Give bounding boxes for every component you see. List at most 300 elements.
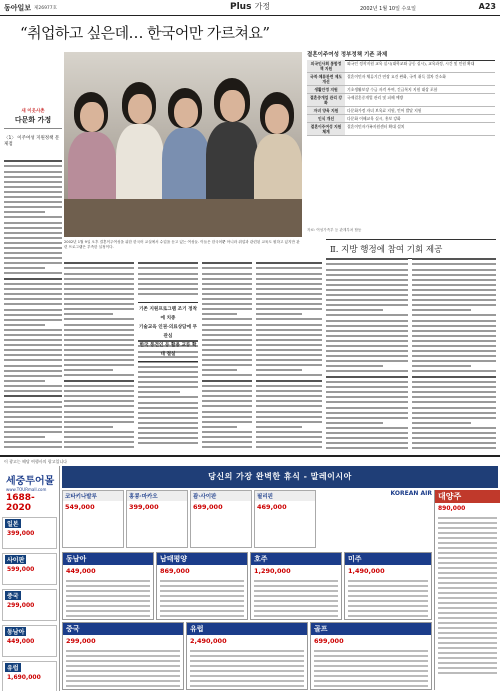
masthead xyxy=(0,0,500,16)
text-line xyxy=(64,374,134,376)
text-line xyxy=(326,381,408,383)
text-line xyxy=(4,171,62,173)
text-line xyxy=(4,426,62,428)
text-line xyxy=(64,354,134,356)
ad-featured-title: 괌·사이판 xyxy=(191,491,251,501)
text-line xyxy=(438,607,497,609)
text-line xyxy=(160,580,244,582)
text-line xyxy=(438,657,497,659)
ad-deal-row[interactable] xyxy=(2,625,57,657)
text-line xyxy=(202,293,252,295)
text-line xyxy=(190,675,304,677)
text-line xyxy=(412,330,496,332)
text-line xyxy=(314,680,428,682)
table-row-value: 기초생활보장 수급 자격 부여, 긴급복지 지원 대상 포함 xyxy=(345,86,495,94)
text-line xyxy=(326,437,408,439)
text-line xyxy=(138,432,198,434)
text-line xyxy=(4,411,62,413)
text-line xyxy=(256,293,322,295)
text-line xyxy=(202,349,252,351)
text-line xyxy=(64,329,134,331)
text-line xyxy=(256,339,322,341)
text-line xyxy=(202,313,237,315)
text-line xyxy=(66,675,180,677)
text-line xyxy=(202,329,252,331)
text-line xyxy=(202,273,252,275)
text-line xyxy=(326,294,408,296)
text-line xyxy=(64,426,113,428)
text-line xyxy=(326,412,408,414)
ad-deal-price: 449,000 xyxy=(7,638,35,645)
text-line xyxy=(4,262,62,264)
body-column-6 xyxy=(326,258,408,452)
text-line xyxy=(64,303,134,305)
text-line xyxy=(412,437,496,439)
text-line xyxy=(256,313,302,315)
airline-logo: KOREAN AIR xyxy=(390,490,432,497)
text-line xyxy=(202,324,252,326)
text-line xyxy=(202,380,252,382)
text-line xyxy=(4,252,62,254)
ad-region-box[interactable] xyxy=(62,552,154,620)
newspaper-logo: 동아일보 xyxy=(4,4,32,12)
text-line xyxy=(138,267,198,269)
text-line xyxy=(138,371,198,373)
text-line xyxy=(202,283,252,285)
text-line xyxy=(202,334,252,336)
text-line xyxy=(438,652,497,654)
ad-deal-row[interactable] xyxy=(2,661,57,691)
series-part: 〈1〉 이주여성 지원정책 문제점 xyxy=(4,136,60,147)
text-line xyxy=(256,436,322,438)
text-line xyxy=(412,314,496,316)
text-line xyxy=(202,416,252,418)
text-line xyxy=(202,405,252,407)
issue-number: 제26977호 xyxy=(34,6,58,11)
text-line xyxy=(160,590,244,592)
text-line xyxy=(326,263,408,265)
text-line xyxy=(202,400,252,402)
text-line xyxy=(254,580,338,582)
text-line xyxy=(4,395,62,397)
text-line xyxy=(4,227,62,229)
text-line xyxy=(4,288,62,290)
text-line xyxy=(138,273,198,275)
text-line xyxy=(64,262,134,264)
text-line xyxy=(326,345,408,347)
text-line xyxy=(314,660,428,662)
ad-brand-column xyxy=(0,466,60,691)
text-line xyxy=(326,279,408,281)
person-body xyxy=(254,134,302,206)
text-line xyxy=(4,349,62,351)
ad-region-price: 869,000 xyxy=(160,567,190,575)
text-line xyxy=(326,274,408,276)
table-row-value: 결혼이민자 체류기간 연장 요건 완화, 국적 취득 절차 간소화 xyxy=(345,73,495,86)
text-line xyxy=(4,365,62,367)
text-line xyxy=(66,580,150,582)
text-line xyxy=(438,542,497,544)
ad-phone-number: 1688-2020 xyxy=(6,493,35,513)
text-line xyxy=(202,288,252,290)
text-line xyxy=(348,610,428,612)
body-column-3 xyxy=(138,262,198,300)
ad-region-name: 미주 xyxy=(345,553,431,565)
ad-region-box[interactable] xyxy=(186,622,308,690)
text-line xyxy=(64,283,134,285)
text-line xyxy=(138,366,198,368)
ad-brand-logo: 세중투어몰 xyxy=(6,476,55,487)
text-line xyxy=(138,262,198,264)
ad-deal-row[interactable] xyxy=(2,589,57,621)
text-line xyxy=(4,421,62,423)
text-line xyxy=(4,344,62,346)
text-line xyxy=(438,537,497,539)
section-subname: 가정 xyxy=(254,2,271,11)
text-line xyxy=(326,407,408,409)
ad-deal-price: 299,000 xyxy=(7,602,35,609)
text-line xyxy=(438,572,497,574)
ad-region-price: 449,000 xyxy=(66,567,96,575)
text-line xyxy=(66,590,150,592)
text-line xyxy=(326,325,408,327)
text-line xyxy=(4,339,62,341)
text-line xyxy=(202,303,252,305)
text-line xyxy=(4,186,62,188)
text-line xyxy=(138,396,198,398)
text-line xyxy=(438,637,497,639)
article-headline: “취업하고 싶은데… 한국어만 가르쳐요” xyxy=(20,24,270,42)
text-line xyxy=(190,660,304,662)
text-line xyxy=(138,427,198,429)
text-line xyxy=(412,350,496,352)
text-line xyxy=(256,385,322,387)
text-line xyxy=(64,441,134,443)
text-line xyxy=(64,298,134,300)
text-line xyxy=(438,517,497,519)
ad-region-box[interactable] xyxy=(156,552,248,620)
text-line xyxy=(256,354,322,356)
text-line xyxy=(326,391,408,393)
text-line xyxy=(326,309,383,311)
text-line xyxy=(412,391,496,393)
text-line xyxy=(412,370,496,372)
text-line xyxy=(202,411,252,413)
text-line xyxy=(66,660,180,662)
table-row xyxy=(307,115,495,123)
text-line xyxy=(190,665,304,667)
table-row-value: 국제결혼중개업 관리 및 피해 예방 xyxy=(345,94,495,107)
text-line xyxy=(4,324,45,326)
classroom-desk xyxy=(64,199,302,237)
ad-right-column xyxy=(434,490,500,690)
text-line xyxy=(412,304,496,306)
body-column-2 xyxy=(64,262,134,452)
ad-region-price: 1,490,000 xyxy=(348,567,385,575)
ad-region-box[interactable] xyxy=(344,552,432,620)
ad-brand-url[interactable]: www.TOURmall.com xyxy=(6,487,47,492)
text-line xyxy=(4,446,62,448)
text-line xyxy=(412,442,496,444)
text-line xyxy=(256,273,322,275)
ad-featured-cell[interactable] xyxy=(62,490,124,548)
text-line xyxy=(4,160,62,162)
series-kicker: 새 이웃사촌 xyxy=(21,109,45,114)
text-line xyxy=(4,441,62,443)
table-row-key: 결혼이주여성 지원 체계 xyxy=(307,123,345,136)
text-line xyxy=(202,385,252,387)
ad-region-box[interactable] xyxy=(250,552,342,620)
ad-deal-row[interactable] xyxy=(2,553,57,585)
text-line xyxy=(412,432,496,434)
text-line xyxy=(256,426,302,428)
text-line xyxy=(4,247,62,249)
text-line xyxy=(438,632,497,634)
text-line xyxy=(438,627,497,629)
text-line xyxy=(64,416,134,418)
text-line xyxy=(314,670,428,672)
text-line xyxy=(138,437,198,439)
text-line xyxy=(64,446,134,448)
ad-region-price: 299,000 xyxy=(66,637,96,645)
ad-featured-deals xyxy=(62,490,432,550)
text-line xyxy=(66,650,180,652)
ad-deal-label: 유럽 xyxy=(7,665,19,672)
text-line xyxy=(4,278,62,280)
ad-region-price: 1,290,000 xyxy=(254,567,291,575)
text-line xyxy=(412,289,496,291)
text-line xyxy=(412,355,496,357)
text-line xyxy=(202,369,237,371)
text-line xyxy=(438,547,497,549)
text-line xyxy=(4,283,62,285)
text-line xyxy=(412,299,496,301)
text-line xyxy=(438,592,497,594)
text-line xyxy=(64,364,134,366)
text-line xyxy=(64,267,134,269)
text-line xyxy=(412,427,496,429)
series-divider xyxy=(4,128,62,129)
text-line xyxy=(438,597,497,599)
table-row-key: 외국인사회 통합정책 지원 xyxy=(307,60,345,73)
text-line xyxy=(348,605,428,607)
text-line xyxy=(4,416,62,418)
text-line xyxy=(64,334,134,336)
person-body xyxy=(206,122,258,204)
text-line xyxy=(412,365,471,367)
text-line xyxy=(64,344,134,346)
table-row-value: 다문화가정 자녀 보육료 지원, 언어 발달 지원 xyxy=(345,107,495,115)
ad-deal-price: 599,000 xyxy=(7,566,35,573)
text-line xyxy=(326,355,408,357)
text-line xyxy=(138,417,198,419)
ad-deal-label: 일본 xyxy=(7,521,19,528)
table-row xyxy=(307,60,495,73)
series-title: 다문화 가정 xyxy=(14,116,52,124)
ad-deal-price: 1,690,000 xyxy=(7,674,41,681)
ad-region-name: 남태평양 xyxy=(157,553,247,565)
text-line xyxy=(314,675,428,677)
ad-deal-label: 동남아 xyxy=(7,629,25,636)
text-line xyxy=(256,318,322,320)
ad-banner: 당신의 가장 완벽한 휴식 - 말레이시아 xyxy=(62,466,498,488)
text-line xyxy=(202,431,252,433)
text-line xyxy=(66,585,150,587)
text-line xyxy=(412,412,496,414)
text-line xyxy=(202,318,252,320)
text-line xyxy=(348,595,428,597)
person-face xyxy=(174,98,198,128)
pull-quote-line: 기존 지원프로그램 조기 정착에 치중 xyxy=(138,307,198,321)
text-line xyxy=(4,298,62,300)
text-line xyxy=(64,359,134,361)
text-line xyxy=(256,278,322,280)
text-line xyxy=(64,288,134,290)
text-line xyxy=(256,374,322,376)
text-line xyxy=(412,422,471,424)
ad-featured-title: 코타키나발루 xyxy=(63,491,123,501)
person-face xyxy=(128,94,152,124)
text-line xyxy=(160,610,244,612)
text-line xyxy=(348,590,428,592)
text-line xyxy=(64,400,134,402)
text-line xyxy=(4,216,62,218)
text-line xyxy=(256,446,322,448)
table-row xyxy=(307,86,495,94)
text-line xyxy=(256,364,322,366)
text-line xyxy=(202,421,252,423)
body-column-4 xyxy=(202,262,252,452)
text-line xyxy=(438,672,497,674)
ad-right-heading: 대양주 xyxy=(435,490,500,503)
text-line xyxy=(326,432,408,434)
text-line xyxy=(412,386,496,388)
ad-right-price: 890,000 xyxy=(438,505,466,512)
ad-featured-price: 699,000 xyxy=(193,503,223,511)
ad-featured-cell[interactable] xyxy=(126,490,188,548)
text-line xyxy=(412,376,496,378)
text-line xyxy=(64,273,134,275)
ad-region-price: 699,000 xyxy=(314,637,344,645)
ad-featured-cell[interactable] xyxy=(190,490,252,548)
article-photo xyxy=(64,52,302,237)
text-line xyxy=(4,401,62,403)
text-line xyxy=(202,262,252,264)
text-line xyxy=(190,680,304,682)
text-line xyxy=(4,380,45,382)
text-line xyxy=(64,380,134,382)
ad-top-note: 이 광고는 해당 여행사의 광고입니다 xyxy=(4,459,68,464)
text-line xyxy=(202,441,252,443)
text-line xyxy=(64,395,134,397)
text-line xyxy=(254,605,338,607)
travel-advertisement xyxy=(0,458,500,691)
body-column-5 xyxy=(256,262,322,452)
text-line xyxy=(256,416,322,418)
text-line xyxy=(438,522,497,524)
text-line xyxy=(254,595,338,597)
text-line xyxy=(438,617,497,619)
text-line xyxy=(326,370,408,372)
text-line xyxy=(66,680,180,682)
text-line xyxy=(64,324,134,326)
text-line xyxy=(256,298,322,300)
text-line xyxy=(438,612,497,614)
text-line xyxy=(138,381,198,383)
section-subhead: Ⅱ. 지방 행정에 참여 기회 제공 xyxy=(326,239,496,259)
text-line xyxy=(4,267,45,269)
table-row xyxy=(307,107,495,115)
text-line xyxy=(4,354,62,356)
text-line xyxy=(438,662,497,664)
text-line xyxy=(348,615,428,617)
text-line xyxy=(254,600,338,602)
text-line xyxy=(314,650,428,652)
pull-quote-line: 기술교육 인권·의료상담에 무관심 xyxy=(138,325,198,339)
text-line xyxy=(160,600,244,602)
person-body xyxy=(162,128,210,204)
text-line xyxy=(438,557,497,559)
text-line xyxy=(412,284,496,286)
text-line xyxy=(202,298,252,300)
ad-featured-title: 홍콩·마카오 xyxy=(127,491,187,501)
text-line xyxy=(190,670,304,672)
text-line xyxy=(4,293,62,295)
pull-quote-line: 한국 풍견인 등 활용 교류 확대 절실 xyxy=(139,343,197,357)
text-line xyxy=(4,303,62,305)
text-line xyxy=(412,320,496,322)
text-line xyxy=(66,595,150,597)
text-line xyxy=(326,442,408,444)
text-line xyxy=(348,580,428,582)
text-line xyxy=(254,585,338,587)
ad-region-name: 중국 xyxy=(63,623,183,635)
text-line xyxy=(202,390,252,392)
person-body xyxy=(116,124,164,204)
text-line xyxy=(256,380,322,382)
text-line xyxy=(138,407,198,409)
text-line xyxy=(138,402,198,404)
text-line xyxy=(256,400,322,402)
text-line xyxy=(202,308,252,310)
text-line xyxy=(326,258,408,260)
table-row-key: 결혼중개업 관리 강화 xyxy=(307,94,345,107)
text-line xyxy=(64,411,134,413)
ad-region-name: 유럽 xyxy=(187,623,307,635)
text-line xyxy=(160,605,244,607)
text-line xyxy=(4,206,62,208)
text-line xyxy=(256,349,322,351)
ad-featured-cell[interactable] xyxy=(254,490,316,548)
text-line xyxy=(4,390,62,392)
text-line xyxy=(202,267,252,269)
ad-deal-label: 사이판 xyxy=(7,557,25,564)
text-line xyxy=(412,258,496,260)
text-line xyxy=(326,284,408,286)
text-line xyxy=(326,299,408,301)
ad-region-box[interactable] xyxy=(62,622,184,690)
section-name: Plus xyxy=(230,2,252,12)
ad-region-name: 호주 xyxy=(251,553,341,565)
ad-deal-row[interactable] xyxy=(2,517,57,549)
text-line xyxy=(138,293,198,295)
body-column-1 xyxy=(4,160,62,452)
text-line xyxy=(138,288,198,290)
ad-region-box[interactable] xyxy=(310,622,432,690)
text-line xyxy=(412,263,496,265)
text-line xyxy=(66,670,180,672)
text-line xyxy=(412,396,496,398)
